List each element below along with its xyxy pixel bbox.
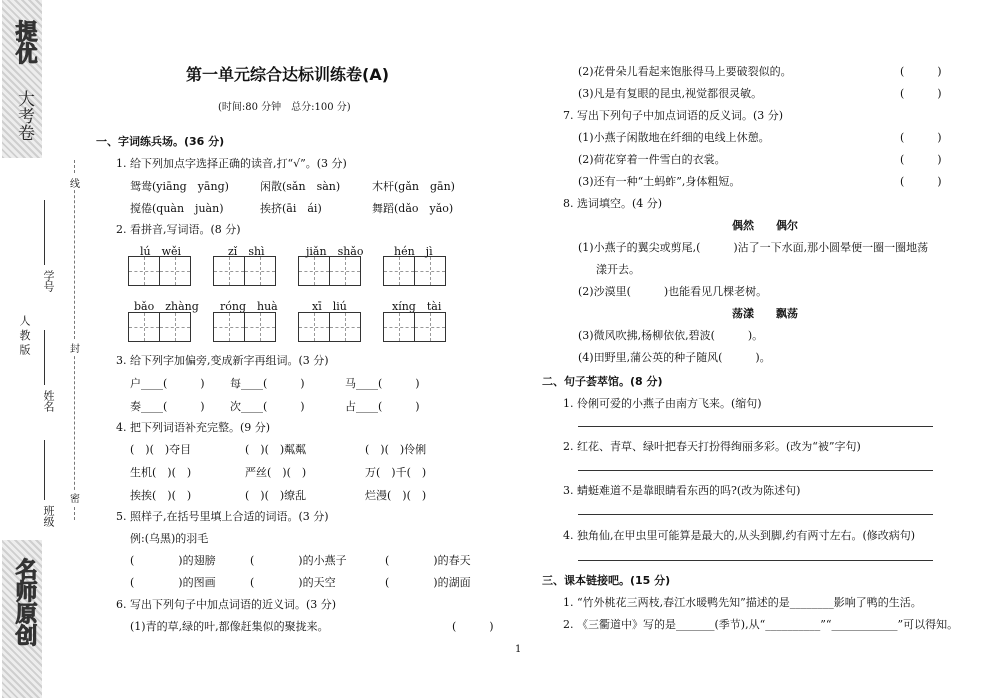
q1-item: 搅倦(quàn juàn) <box>130 202 224 215</box>
top-brand: 提优 <box>12 20 38 64</box>
q8-prompt: 8. 选词填空。(4 分) <box>563 197 663 210</box>
answer-line[interactable] <box>578 514 933 515</box>
q4-item: ( )( )伶俐 <box>365 443 427 456</box>
q2-pinyin: bǎo zhàng <box>134 300 199 313</box>
writing-grid[interactable] <box>383 312 445 342</box>
s3-item: 1. “竹外桃花三两枝,春江水暖鸭先知”描述的是________影响了鸭的生活。 <box>563 596 922 609</box>
q4-item: 挨挨( )( ) <box>130 489 192 502</box>
class-line <box>44 440 45 500</box>
s2-item: 4. 独角仙,在甲虫里可能算是最大的,从头到脚,约有两寸左右。(修改病句) <box>563 529 916 542</box>
q3-item: 户____( ) <box>130 377 205 390</box>
q5-item: ( )的图画 <box>130 576 216 589</box>
seal-mark-bottom: 密 <box>70 490 80 505</box>
q1-item: 鸳鸯(yiāng yāng) <box>130 180 229 193</box>
writing-grid[interactable] <box>213 312 275 342</box>
q5-example: 例:(乌黑)的羽毛 <box>130 532 209 545</box>
q8-sentence: (3)微风吹拂,杨柳依依,碧波( )。 <box>578 329 764 342</box>
q4-item: 严丝( )( ) <box>245 466 307 479</box>
q7-prompt: 7. 写出下列句子中加点词语的反义词。(3 分) <box>563 109 784 122</box>
seal-mark-mid: 封 <box>70 340 80 355</box>
writing-grid[interactable] <box>128 256 190 286</box>
writing-grid[interactable] <box>383 256 445 286</box>
id-label: 学号 <box>42 270 55 292</box>
q6-sentence: (1)青的草,绿的叶,都像赶集似的聚拢来。 <box>130 620 329 633</box>
s2-item: 1. 伶俐可爱的小燕子由南方飞来。(缩句) <box>563 397 762 410</box>
answer-parens[interactable]: ( ) <box>900 175 942 188</box>
q3-item: 占____( ) <box>345 400 420 413</box>
s2-item: 2. 红花、青草、绿叶把春天打扮得绚丽多彩。(改为“被”字句) <box>563 440 861 453</box>
q8-sentence: (1)小燕子的翼尖或剪尾,( )沾了一下水面,那小圆晕便一圈一圈地荡 <box>578 241 929 254</box>
q1-prompt: 1. 给下列加点字选择正确的读音,打“√”。(3 分) <box>116 157 347 170</box>
q5-item: ( )的翅膀 <box>130 554 216 567</box>
q3-item: 每____( ) <box>230 377 305 390</box>
name-line <box>44 330 45 385</box>
q4-prompt: 4. 把下列词语补充完整。(9 分) <box>116 421 271 434</box>
q5-prompt: 5. 照样子,在括号里填上合适的词语。(3 分) <box>116 510 329 523</box>
s2-item: 3. 蜻蜓难道不是靠眼睛看东西的吗?(改为陈述句) <box>563 484 801 497</box>
bottom-brand: 名师原创 <box>12 558 38 646</box>
q1-item: 木杆(gǎn gān) <box>372 180 455 193</box>
page-number: 1 <box>515 644 522 655</box>
class-label: 班级 <box>42 505 55 527</box>
q2-pinyin: hén jì <box>394 245 433 258</box>
q6-sentence: (2)花骨朵儿看起来饱胀得马上要破裂似的。 <box>578 65 792 78</box>
binding-strip <box>0 0 92 698</box>
q4-item: 烂漫( )( ) <box>365 489 427 502</box>
answer-parens[interactable]: ( ) <box>900 65 942 78</box>
q5-item: ( )的湖面 <box>385 576 471 589</box>
q1-item: 挨挤(āi ái) <box>260 202 322 215</box>
q3-prompt: 3. 给下列字加偏旁,变成新字再组词。(3 分) <box>116 354 329 367</box>
q2-pinyin: jiǎn shǎo <box>306 245 364 258</box>
q4-item: ( )( )夺目 <box>130 443 192 456</box>
q2-prompt: 2. 看拼音,写词语。(8 分) <box>116 223 241 236</box>
page-subtitle: (时间:80 分钟 总分:100 分) <box>218 102 351 113</box>
q2-pinyin: lú wěi <box>140 245 182 258</box>
q7-sentence: (1)小燕子闲散地在纤细的电线上休憩。 <box>578 131 770 144</box>
page-title: 第一单元综合达标训练卷(A) <box>186 65 390 84</box>
q1-item: 闲散(sǎn sàn) <box>260 180 341 193</box>
answer-parens[interactable]: ( ) <box>900 153 942 166</box>
q8-word-choices: 荡漾 飘荡 <box>732 307 798 320</box>
q8-word-choices: 偶然 偶尔 <box>732 219 798 232</box>
writing-grid[interactable] <box>128 312 190 342</box>
q3-item: 次____( ) <box>230 400 305 413</box>
q7-sentence: (3)还有一种“土蚂蚱”,身体粗短。 <box>578 175 741 188</box>
id-line <box>44 200 45 265</box>
q8-sentence: (4)田野里,蒲公英的种子随风( )。 <box>578 351 771 364</box>
section-2-heading: 二、句子荟萃馆。(8 分) <box>542 375 663 388</box>
q6-sentence: (3)凡是有复眼的昆虫,视觉都很灵敏。 <box>578 87 763 100</box>
q4-item: ( )( )粼粼 <box>245 443 307 456</box>
writing-grid[interactable] <box>213 256 275 286</box>
writing-grid[interactable] <box>298 256 360 286</box>
section-1-heading: 一、字词练兵场。(36 分) <box>96 135 225 148</box>
q5-item: ( )的春天 <box>385 554 471 567</box>
q2-pinyin: zǐ shì <box>228 245 265 258</box>
q2-pinyin: róng huà <box>220 300 278 313</box>
answer-line[interactable] <box>578 426 933 427</box>
answer-line[interactable] <box>578 470 933 471</box>
name-label: 姓名 <box>42 390 55 412</box>
q2-pinyin: xíng tài <box>392 300 442 313</box>
q5-item: ( )的小燕子 <box>250 554 347 567</box>
edition-label: 人 教 版 <box>18 315 31 355</box>
q6-prompt: 6. 写出下列句子中加点词语的近义词。(3 分) <box>116 598 337 611</box>
q2-pinyin: xī liú <box>312 300 347 313</box>
q4-item: ( )( )缭乱 <box>245 489 307 502</box>
answer-parens[interactable]: ( ) <box>900 131 942 144</box>
q8-sentence-cont: 漾开去。 <box>596 263 640 276</box>
q7-sentence: (2)荷花穿着一件雪白的衣裳。 <box>578 153 726 166</box>
q3-item: 马____( ) <box>345 377 420 390</box>
q4-item: 万( )千( ) <box>365 466 427 479</box>
answer-line[interactable] <box>578 560 933 561</box>
answer-parens[interactable]: ( ) <box>452 620 494 633</box>
writing-grid[interactable] <box>298 312 360 342</box>
q3-item: 奏____( ) <box>130 400 205 413</box>
q8-sentence: (2)沙漠里( )也能看见几棵老树。 <box>578 285 768 298</box>
seal-mark-top: 线 <box>70 175 80 190</box>
top-brand-sub: 大考卷 <box>14 90 34 141</box>
q5-item: ( )的天空 <box>250 576 336 589</box>
q4-item: 生机( )( ) <box>130 466 192 479</box>
answer-parens[interactable]: ( ) <box>900 87 942 100</box>
section-3-heading: 三、课本链接吧。(15 分) <box>542 574 671 587</box>
s3-item: 2. 《三衢道中》写的是_______(季节),从“__________”“____________”可以得知。 <box>563 618 959 631</box>
q1-item: 舞蹈(dǎo yǎo) <box>372 202 454 215</box>
